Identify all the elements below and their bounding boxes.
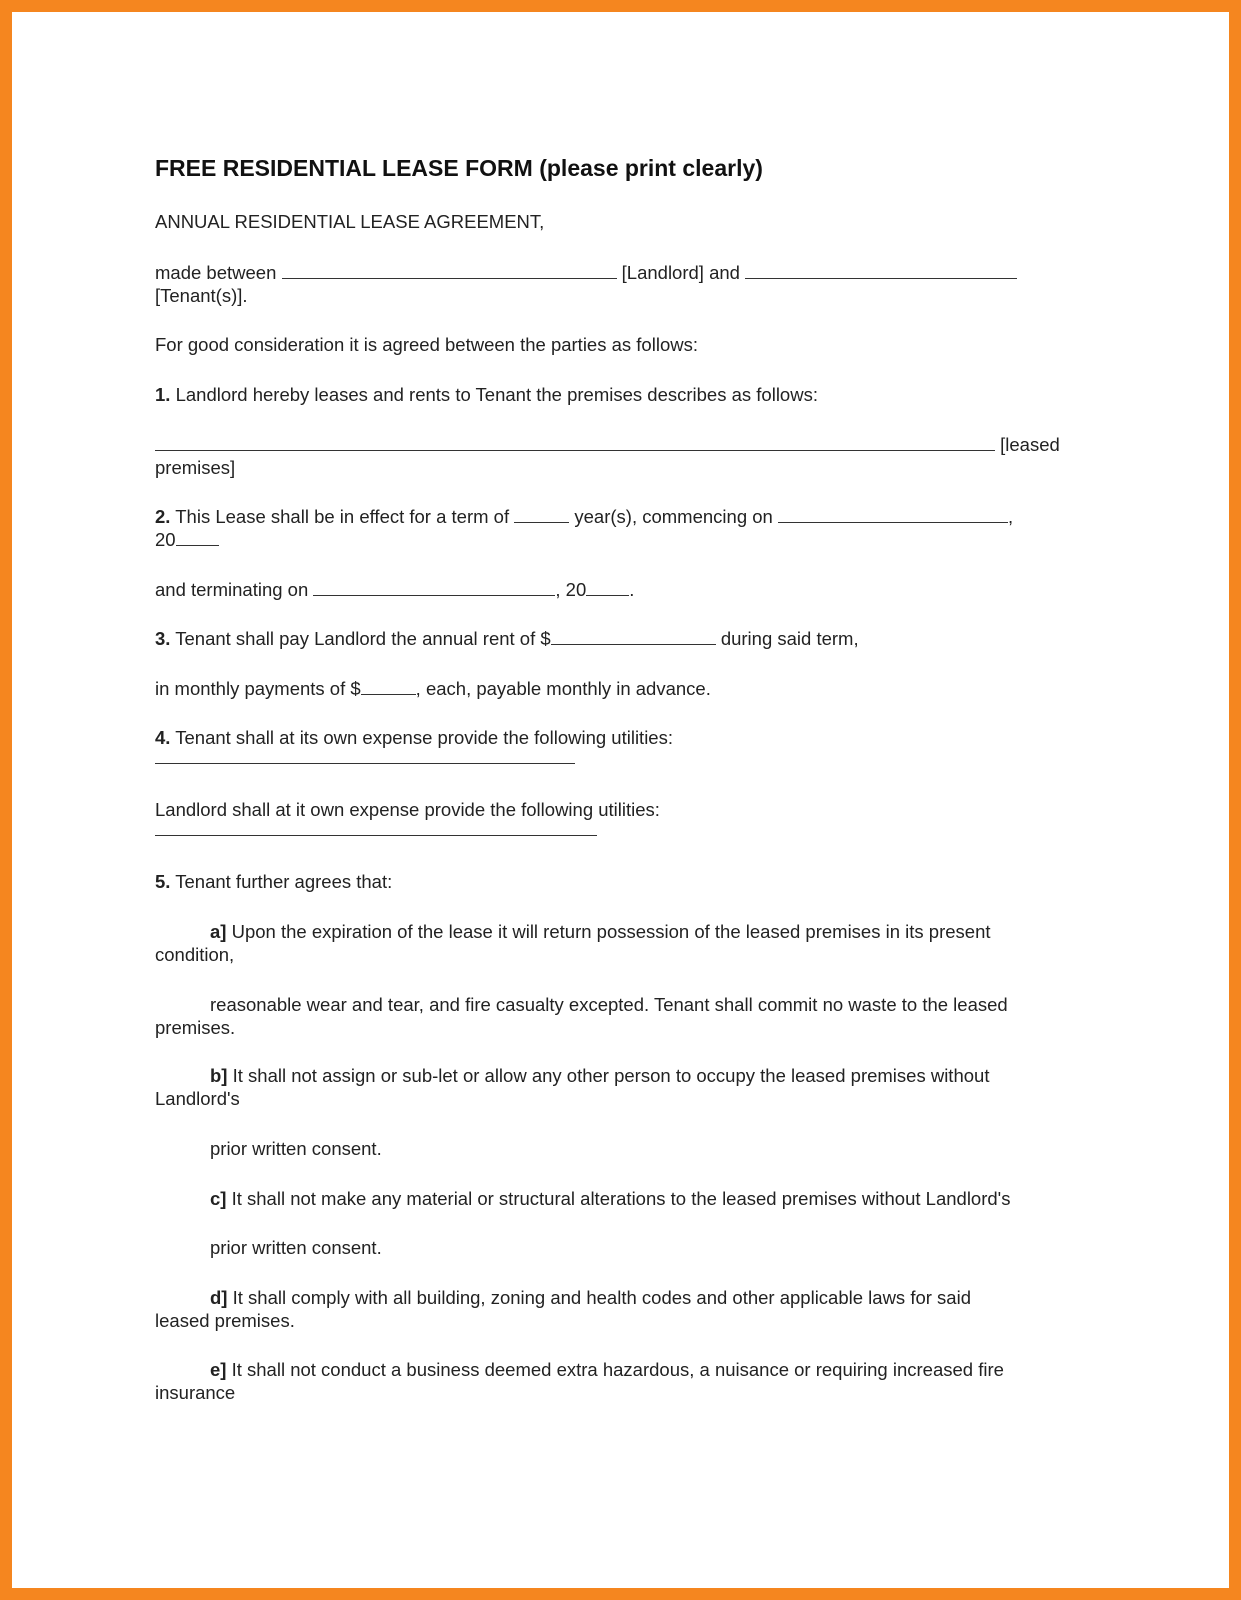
clause-a xyxy=(210,920,991,943)
monthly-rent-blank[interactable] xyxy=(361,678,416,695)
clause-b xyxy=(210,1064,989,1087)
tenant-name-blank[interactable] xyxy=(745,262,1017,279)
made-between-text: made between xyxy=(155,262,277,283)
section-5 xyxy=(155,870,392,893)
clause-a-cont: condition, xyxy=(155,944,235,965)
payable-text: , each, payable monthly in advance. xyxy=(415,678,711,699)
premises-blank[interactable] xyxy=(155,434,995,451)
commencing-year-blank[interactable] xyxy=(176,529,219,546)
clause-d xyxy=(210,1286,971,1309)
clause-a-text: Upon the expiration of the lease it will return possession of the leased premises in its present xyxy=(231,921,991,942)
clause-b-text: It shall not assign or sub-let or allow any other person to occupy the leased premises without xyxy=(232,1065,990,1086)
section-number: 5. xyxy=(155,871,171,892)
section-number: 1. xyxy=(155,384,171,405)
landlord-and-text: [Landlord] and xyxy=(621,262,740,283)
monthly-payment-line xyxy=(155,677,711,700)
section-2 xyxy=(155,505,1013,528)
clause-d-text: It shall comply with all building, zoning and health codes and other applicable laws for said xyxy=(232,1287,971,1308)
landlord-utilities-text: Landlord shall at it own expense provide the following utilities: xyxy=(155,799,660,820)
tenants-label: [Tenant(s)]. xyxy=(155,285,248,306)
clause-a2-cont: premises. xyxy=(155,1017,236,1038)
clause-label: a] xyxy=(210,921,227,942)
clause-label: d] xyxy=(210,1287,228,1308)
tenant-agrees-text: Tenant further agrees that: xyxy=(175,871,393,892)
tenant-utilities-text: Tenant shall at its own expense provide the following utilities: xyxy=(175,727,673,748)
section-1-text: Landlord hereby leases and rents to Tenant the premises describes as follows: xyxy=(175,384,818,405)
leased-text: [leased xyxy=(1000,434,1060,455)
section-number: 3. xyxy=(155,628,171,649)
clause-c2-text: prior written consent. xyxy=(210,1237,382,1258)
year-prefix: , 20 xyxy=(555,579,587,600)
annual-rent-blank[interactable] xyxy=(551,628,716,645)
premises-line xyxy=(155,433,1060,456)
year-prefix: 20 xyxy=(155,529,176,550)
clause-e-cont: insurance xyxy=(155,1382,236,1403)
clause-a2-text: reasonable wear and tear, and fire casualty excepted. Tenant shall commit no waste to the leased xyxy=(210,994,1008,1015)
clause-e-text: It shall not conduct a business deemed extra hazardous, a nuisance or requiring increased fire xyxy=(231,1359,1004,1380)
clause-label: e] xyxy=(210,1359,227,1380)
terminating-date-blank[interactable] xyxy=(313,579,555,596)
annual-rent-text: Tenant shall pay Landlord the annual rent of $ xyxy=(175,628,551,649)
section-1 xyxy=(155,383,818,406)
section-number: 2. xyxy=(155,506,171,527)
consideration-text: For good consideration it is agreed between the parties as follows: xyxy=(155,334,698,355)
terminating-line xyxy=(155,578,634,601)
tenant-utilities-blank[interactable] xyxy=(155,763,575,764)
clause-c xyxy=(210,1187,1010,1210)
clause-b-cont: Landlord's xyxy=(155,1088,240,1109)
section-3 xyxy=(155,627,859,650)
document-title: FREE RESIDENTIAL LEASE FORM (please print clearly) xyxy=(155,155,763,181)
monthly-text: in monthly payments of $ xyxy=(155,678,361,699)
clause-c-text: It shall not make any material or structural alterations to the leased premises without Landlord's xyxy=(231,1188,1011,1209)
terminating-text: and terminating on xyxy=(155,579,309,600)
clause-e xyxy=(210,1358,1004,1381)
clause-label: c] xyxy=(210,1188,227,1209)
during-term-text: during said term, xyxy=(720,628,859,649)
agreement-subtitle: ANNUAL RESIDENTIAL LEASE AGREEMENT, xyxy=(155,211,545,232)
comma-text: , xyxy=(1007,506,1014,527)
commencing-year-line xyxy=(155,528,219,551)
clause-b2-text: prior written consent. xyxy=(210,1138,382,1159)
parties-line xyxy=(155,261,1017,284)
term-text: This Lease shall be in effect for a term of xyxy=(175,506,510,527)
terminating-year-blank[interactable] xyxy=(586,579,629,596)
section-4 xyxy=(155,726,673,749)
period-text: . xyxy=(629,579,635,600)
term-years-blank[interactable] xyxy=(514,506,569,523)
landlord-utilities-blank[interactable] xyxy=(155,835,597,836)
commencing-text: year(s), commencing on xyxy=(574,506,773,527)
clause-d-cont: leased premises. xyxy=(155,1310,295,1331)
clause-label: b] xyxy=(210,1065,228,1086)
commencing-date-blank[interactable] xyxy=(778,506,1008,523)
section-number: 4. xyxy=(155,727,171,748)
premises-label: premises] xyxy=(155,457,236,478)
landlord-name-blank[interactable] xyxy=(282,262,617,279)
